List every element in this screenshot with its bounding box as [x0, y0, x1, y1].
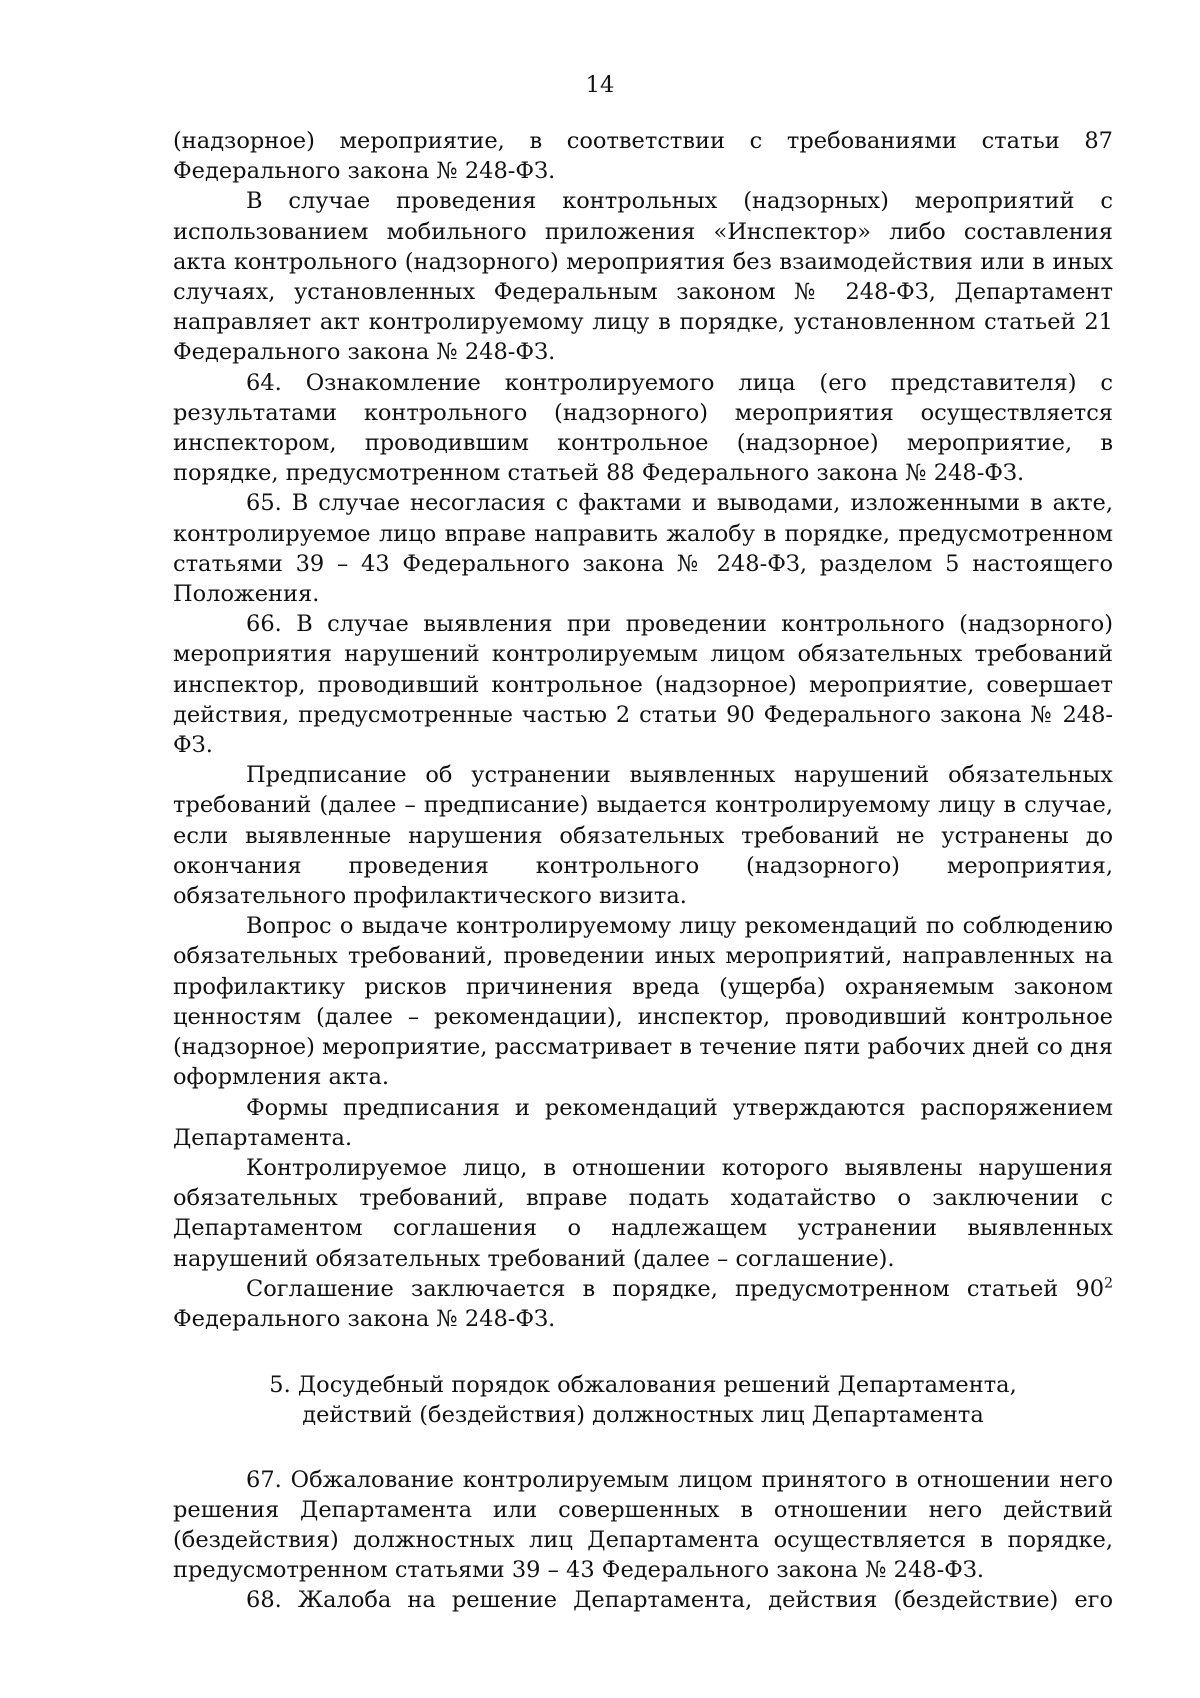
superscript-2: 2 — [1104, 1275, 1113, 1292]
paragraph-rekomendacii: Вопрос о выдаче контролируемому лицу рекомендаций по соблюдению обязательных требований, проведении иных мероприятий, направленных на профилактику рисков причинения вреда (ущерба) охраняемым законом ценностям (далее – рекомендации), инспектор, проводивший контрольное (надзорное) мероприятие, рассматривает в течение пяти рабочих дней со дня оформления акта. — [173, 913, 1113, 1091]
paragraph-mobile-inspector: В случае проведения контрольных (надзорных) мероприятий с использованием мобильного приложения «Инспектор» либо составления акта контрольного (надзорного) мероприятия без взаимодействия или в иных случаях, установленных Федеральным законом № 248-ФЗ, Департамент направляет акт контролируемому лицу в порядке, установленном статьей 21 Федерального закона № 248-ФЗ. — [173, 188, 1113, 366]
document-body — [173, 126, 1113, 1616]
paragraph-continuation: (надзорное) мероприятие, в соответствии с требованиями статьи 87 Федерального закона № 248-ФЗ. — [173, 128, 1113, 185]
paragraph-67: 67. Обжалование контролируемым лицом принятого в отношении него решения Департамента или совершенных в отношении него действий (бездействия) должностных лиц Департамента осуществляется в порядке, предусмотренном статьями 39 – 43 Федерального закона № 248-ФЗ. — [173, 1466, 1113, 1584]
paragraph-soglashenie-line1 — [173, 1274, 1113, 1304]
page-number: 14 — [585, 72, 615, 98]
paragraph-formy: Формы предписания и рекомендаций утверждаются распоряжением Департамента. — [173, 1094, 1113, 1151]
section-heading-line2: действий (бездействия) должностных лиц Департамента — [302, 1402, 984, 1429]
paragraph-64: 64. Ознакомление контролируемого лица (его представителя) с результатами контрольного (надзорного) мероприятия осуществляется инспектором, проводившим контрольное (надзорное) мероприятие, в порядке, предусмотренном статьей 88 Федерального закона № 248-ФЗ. — [173, 369, 1113, 487]
soglashenie-text: Соглашение заключается в порядке, предусмотренном статьей 90 — [246, 1275, 1105, 1302]
section-heading — [173, 1370, 1113, 1430]
paragraph-predpisanie: Предписание об устранении выявленных нарушений обязательных требований (далее – предписание) выдается контролируемому лицу в случае, если выявленные нарушения обязательных требований не устранены до окончания проведения контрольного (надзорного) мероприятия, обязательного профилактического визита. — [173, 762, 1113, 910]
paragraph-68: 68. Жалоба на решение Департамента, действия (бездействие) его — [246, 1587, 1113, 1614]
paragraph-soglashenie-line2: Федерального закона № 248-ФЗ. — [173, 1305, 556, 1332]
paragraph-65: 65. В случае несогласия с фактами и выводами, изложенными в акте, контролируемое лицо вправе направить жалобу в порядке, предусмотренном статьями 39 – 43 Федерального закона № 248-ФЗ, разделом 5 настоящего Положения. — [173, 490, 1113, 608]
paragraph-66: 66. В случае выявления при проведении контрольного (надзорного) мероприятия нарушений контролируемым лицом обязательных требований инспектор, проводивший контрольное (надзорное) мероприятие, совершает действия, предусмотренные частью 2 статьи 90 Федерального закона № 248-ФЗ. — [173, 611, 1113, 759]
section-heading-line1: 5. Досудебный порядок обжалования решений Департамента, — [269, 1372, 1017, 1399]
paragraph-hodataystvo: Контролируемое лицо, в отношении которого выявлены нарушения обязательных требований, вправе подать ходатайство о заключении с Департаментом соглашения о надлежащем устранении выявленных нарушений обязательных требований (далее – соглашение). — [173, 1154, 1113, 1272]
